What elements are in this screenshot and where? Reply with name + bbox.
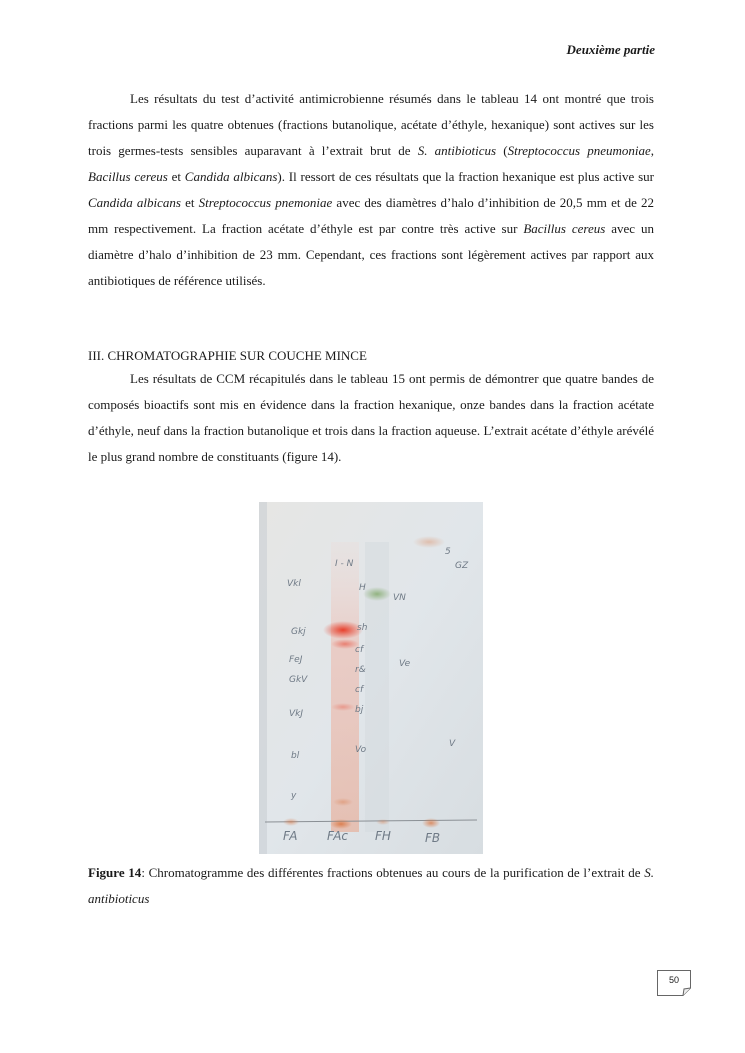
svg-text:bl: bl (291, 751, 300, 761)
svg-text:Gkj: Gkj (291, 627, 306, 637)
text-run: et (167, 169, 185, 184)
plate-edge (259, 502, 267, 854)
lane-label-fb: FB (425, 831, 441, 845)
faint-band (331, 703, 355, 711)
text-run: avec un diamètre d’halo d’inhibition de 23 mm. Cependant, ces fractions sont légèrement actives par rapport aux antibiotiques de référence utilisés. (88, 221, 654, 288)
species-name: Candida albicans (88, 195, 181, 210)
lane-fh-smear (365, 542, 389, 832)
text-run: Les résultats de CCM récapitulés dans le tableau 15 ont permis de démontrer que quatre bandes de composés bioactifs sont mis en évidence dans la fraction hexanique, onze bandes dans la fraction acétate d’éthyle, neuf dans la fraction butanolique et trois dans la fraction aqueuse. L’extrait acétate d’éthyle arévélé le plus grand nombre de constituants (figure 14). (88, 371, 654, 464)
text-run: et (180, 195, 199, 210)
species-name: Streptococcus pneumoniae (507, 143, 651, 158)
lane-label-fac: FAc (327, 829, 349, 843)
green-band (363, 587, 391, 601)
results-paragraph (88, 86, 654, 294)
lane-label-fa: FA (283, 829, 298, 843)
text-run: Les résultats du test d’activité antimicrobienne résumés dans le tableau 14 ont montré que trois fractions parmi les quatre obtenues (fractions butanolique, acétate d’éthyle, hexanique) sont actives sur les trois germes-tests sensibles auparavant à l’extrait brut de (88, 91, 654, 158)
svg-text:FeJ: FeJ (289, 655, 303, 665)
section-heading: III. CHROMATOGRAPHIE SUR COUCHE MINCE (88, 348, 367, 363)
svg-text:VkJ: VkJ (289, 709, 304, 719)
svg-text:cf: cf (355, 645, 364, 655)
running-header: Deuxième partie (566, 42, 655, 57)
origin-spot (422, 818, 440, 828)
text-run: , (650, 143, 655, 158)
species-name: Bacillus cereus (88, 169, 168, 184)
svg-text:bj: bj (355, 705, 364, 715)
faint-band (333, 798, 353, 806)
svg-text:cf: cf (355, 685, 364, 695)
tlc-plate (259, 502, 483, 854)
text-run: avec des diamètres d’halo d’inhibition de 20,5 mm et de 22 mm respectivement. La fraction acétate d’éthyle est par contre très active sur (88, 195, 654, 236)
caption-text: : Chromatogramme des différentes fractions obtenues au cours de la purification de l’extrait de (141, 865, 645, 880)
page-number: 50 (668, 975, 679, 985)
svg-text:H: H (359, 583, 366, 593)
text-run: ). Il ressort de ces résultats que la fraction hexanique est plus active sur (277, 169, 654, 184)
svg-text:Vo: Vo (355, 745, 367, 755)
svg-text:5: 5 (445, 547, 451, 557)
page-number-box (657, 970, 691, 996)
caption-species: S. antibioticus (88, 865, 654, 906)
text-run: ( (496, 143, 508, 158)
origin-spot (330, 819, 352, 829)
svg-text:Vkl: Vkl (287, 579, 301, 589)
figure-caption (88, 860, 654, 912)
origin-spot (376, 819, 390, 825)
origin-spot (283, 818, 299, 826)
lane-label-fh: FH (375, 829, 391, 843)
svg-text:V: V (449, 739, 456, 749)
species-name: S. antibioticus (417, 143, 497, 158)
svg-text:VN: VN (393, 593, 406, 603)
chromatogram-figure (259, 502, 483, 854)
svg-text:GZ: GZ (455, 561, 469, 571)
ccm-paragraph (88, 366, 654, 470)
svg-text:GkV: GkV (289, 675, 308, 685)
svg-text:y: y (291, 791, 297, 801)
species-name: Candida albicans (184, 169, 278, 184)
svg-text:r&: r& (355, 665, 366, 675)
species-name: Streptococcus pnemoniae (198, 195, 333, 210)
caption-label: Figure 14 (88, 865, 142, 880)
svg-text:Ve: Ve (399, 659, 411, 669)
svg-text:I - N: I - N (335, 559, 354, 569)
species-name: Bacillus cereus (523, 221, 606, 236)
svg-text:sh: sh (357, 623, 368, 633)
solvent-front-spot (413, 536, 445, 548)
